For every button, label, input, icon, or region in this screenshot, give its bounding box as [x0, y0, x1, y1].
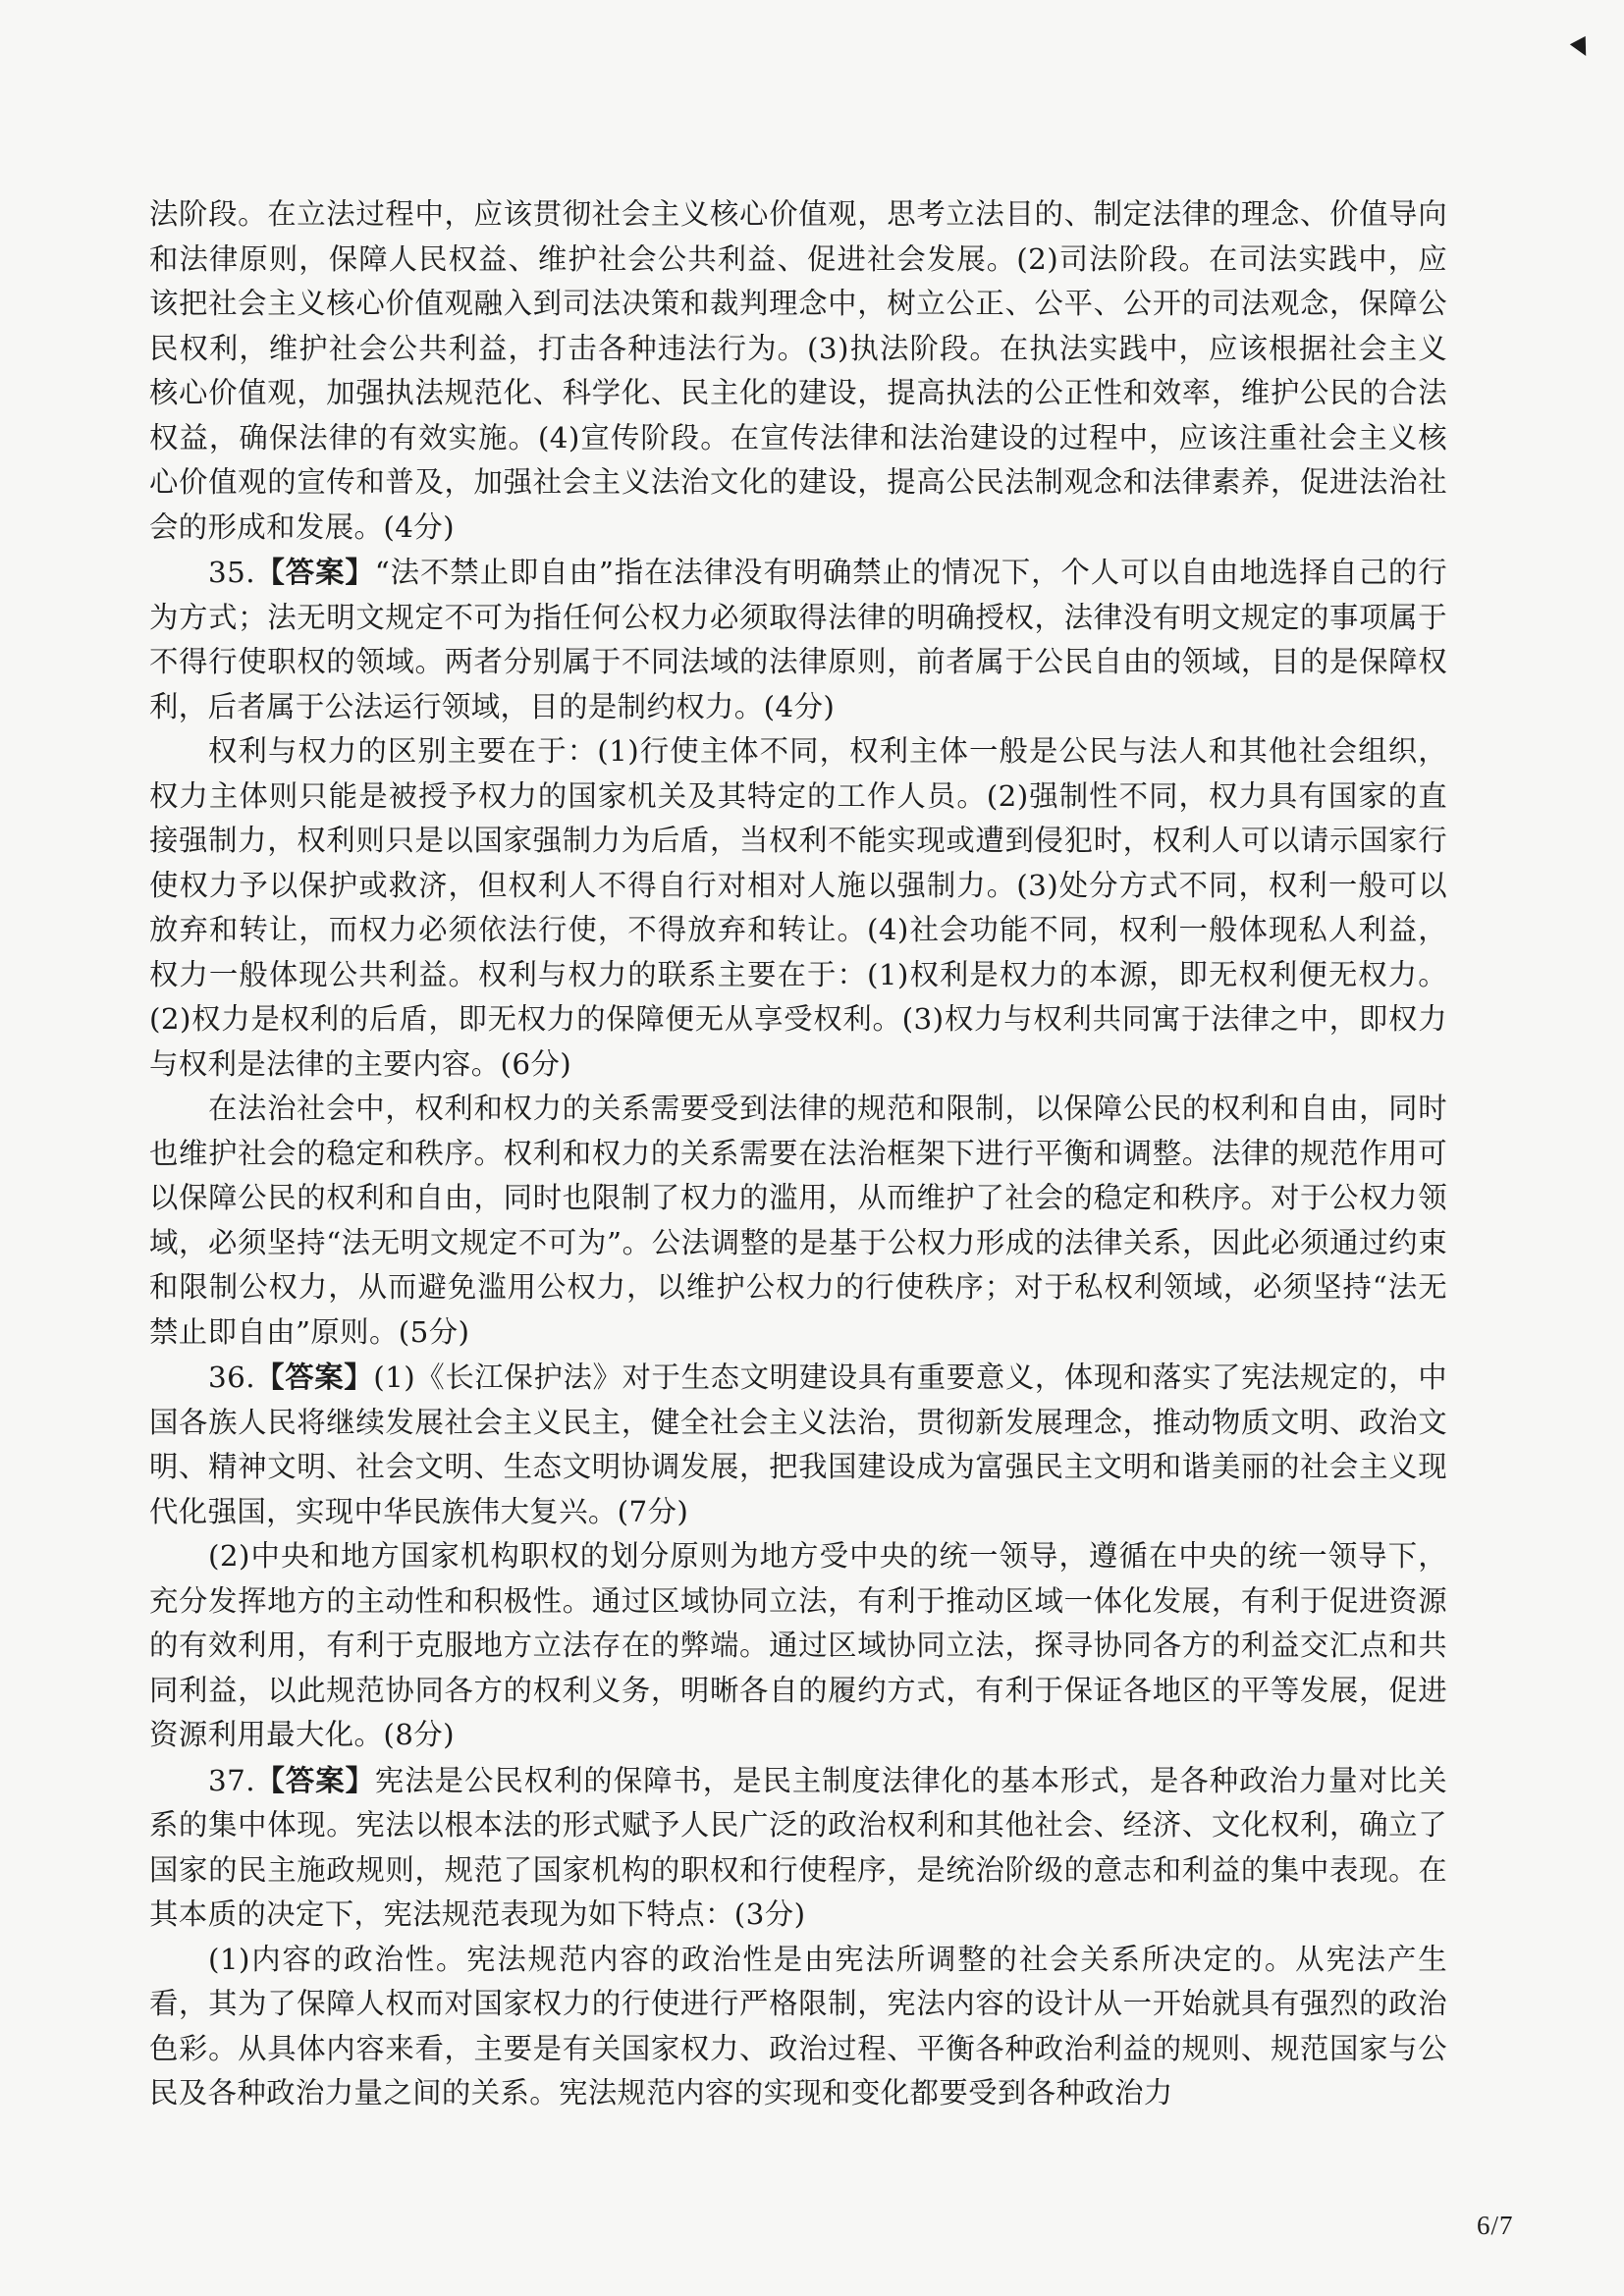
paragraph-q35-rights-power	[149, 729, 1447, 1087]
paragraph-q37-answer	[149, 1758, 1447, 1938]
paragraph-q35-answer	[149, 550, 1447, 729]
paragraph-text: “法不禁止即自由”指在法律没有明确禁止的情况下，个人可以自由地选择自己的行为方式；法无明文规定不可为指任何公权力必须取得法律的明确授权，法律没有明文规定的事项属于不得行使职权的领域。两者分别属于不同法域的法律原则，前者属于公民自由的领域，目的是保障权利，后者属于公法运行领域，目的是制约权力。(4分)	[149, 556, 1447, 723]
question-number: 37.	[208, 1763, 255, 1797]
paragraph-text: (1)《长江保护法》对于生态文明建设具有重要意义，体现和落实了宪法规定的，中国各族人民将继续发展社会主义民主，健全社会主义法治，贯彻新发展理念，推动物质文明、政治文明、精神文明、社会文明、生态文明协调发展，把我国建设成为富强民主文明和谐美丽的社会主义现代化强国，实现中华民族伟大复兴。(7分)	[149, 1361, 1447, 1528]
paragraph-text: (2)中央和地方国家机构职权的划分原则为地方受中央的统一领导，遵循在中央的统一领导下，充分发挥地方的主动性和积极性。通过区域协同立法，有利于推动区域一体化发展，有利于促进资源的有效利用，有利于克服地方立法存在的弊端。通过区域协同立法，探寻协同各方的利益交汇点和共同利益，以此规范协同各方的权利义务，明晰各自的履约方式，有利于保证各地区的平等发展，促进资源利用最大化。(8分)	[149, 1539, 1447, 1751]
paragraph-q35-rule-of-law	[149, 1087, 1447, 1355]
paragraph-q36-part2	[149, 1534, 1447, 1758]
question-number: 35.	[208, 556, 255, 589]
page-number: 6/7	[1477, 2211, 1514, 2240]
paragraph-text: 在法治社会中，权利和权力的关系需要受到法律的规范和限制，以保障公民的权利和自由，同时也维护社会的稳定和秩序。权利和权力的关系需要在法治框架下进行平衡和调整。法律的规范作用可以保障公民的权利和自由，同时也限制了权力的滥用，从而维护了社会的稳定和秩序。对于公权力领域，必须坚持“法无明文规定不可为”。公法调整的是基于公权力形成的法律关系，因此必须通过约束和限制公权力，从而避免滥用公权力，以维护公权力的行使秩序；对于私权利领域，必须坚持“法无禁止即自由”原则。(5分)	[149, 1092, 1447, 1349]
paragraph-text: 法阶段。在立法过程中，应该贯彻社会主义核心价值观，思考立法目的、制定法律的理念、价值导向和法律原则，保障人民权益、维护社会公共利益、促进社会发展。(2)司法阶段。在司法实践中，应该把社会主义核心价值观融入到司法决策和裁判理念中，树立公正、公平、公开的司法观念，保障公民权利，维护社会公共利益，打击各种违法行为。(3)执法阶段。在执法实践中，应该根据社会主义核心价值观，加强执法规范化、科学化、民主化的建设，提高执法的公正性和效率，维护公民的合法权益，确保法律的有效实施。(4)宣传阶段。在宣传法律和法治建设的过程中，应该注重社会主义核心价值观的宣传和普及，加强社会主义法治文化的建设，提高公民法制观念和法律素养，促进法治社会的形成和发展。(4分)	[149, 197, 1447, 544]
answer-text-body	[149, 192, 1447, 2116]
answer-tag: 【答案】	[254, 555, 375, 589]
paragraph-text: 权利与权力的区别主要在于：(1)行使主体不同，权利主体一般是公民与法人和其他社会组织，权力主体则只能是被授予权力的国家机关及其特定的工作人员。(2)强制性不同，权力具有国家的直接强制力，权利则只是以国家强制力为后盾，当权利不能实现或遭到侵犯时，权利人可以请示国家行使权力予以保护或救济，但权利人不得自行对相对人施以强制力。(3)处分方式不同，权利一般可以放弃和转让，而权力必须依法行使，不得放弃和转让。(4)社会功能不同，权利一般体现私人利益，权力一般体现公共利益。权利与权力的联系主要在于：(1)权利是权力的本源，即无权利便无权力。(2)权力是权利的后盾，即无权力的保障便无从享受权利。(3)权力与权利共同寓于法律之中，即权力与权利是法律的主要内容。(6分)	[149, 734, 1447, 1081]
paragraph-text: (1)内容的政治性。宪法规范内容的政治性是由宪法所调整的社会关系所决定的。从宪法产生看，其为了保障人权而对国家权力的行使进行严格限制，宪法内容的设计从一开始就具有强烈的政治色彩。从具体内容来看，主要是有关国家权力、政治过程、平衡各种政治利益的规则、规范国家与公民及各种政治力量之间的关系。宪法规范内容的实现和变化都要受到各种政治力	[149, 1942, 1447, 2109]
question-number: 36.	[208, 1361, 255, 1394]
answer-tag: 【答案】	[254, 1762, 375, 1797]
paragraph-text: 宪法是公民权利的保障书，是民主制度法律化的基本形式，是各种政治力量对比关系的集中体现。宪法以根本法的形式赋予人民广泛的政治权利和其他社会、经济、文化权利，确立了国家的民主施政规则，规范了国家机构的职权和行使程序，是统治阶级的意志和利益的集中表现。在其本质的决定下，宪法规范表现为如下特点：(3分)	[149, 1763, 1447, 1931]
paragraph-lawmaking-stage	[149, 192, 1447, 550]
paragraph-q36-answer	[149, 1355, 1447, 1534]
paragraph-q37-political-nature	[149, 1938, 1447, 2116]
answer-tag: 【答案】	[254, 1360, 374, 1394]
corner-arrow-mark-icon	[1570, 36, 1594, 60]
